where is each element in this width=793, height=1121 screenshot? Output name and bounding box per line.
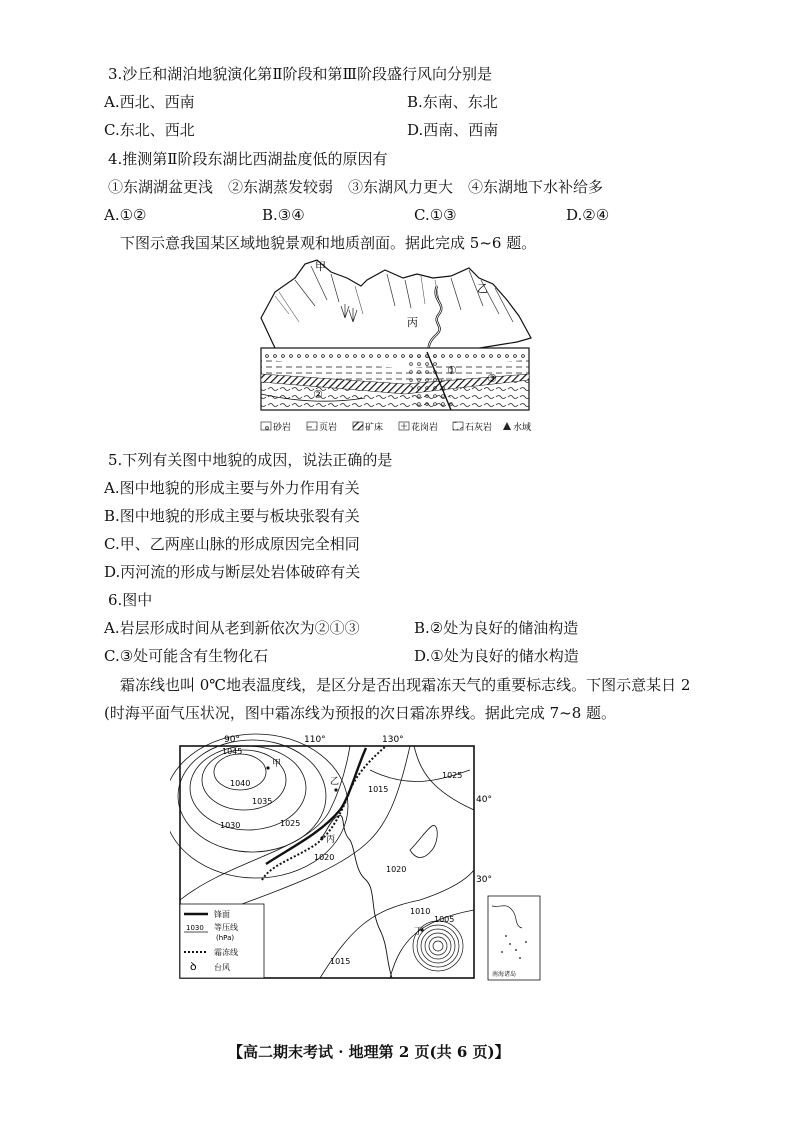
q5-option-a: A.图中地貌的形成主要与外力作用有关 [104, 479, 360, 497]
q3-option-a: A.西北、西南 [104, 93, 195, 111]
legend-isobar: 等压线 [214, 923, 238, 932]
q4-option-b: B.③④ [262, 206, 305, 224]
q3-option-d: D.西南、西南 [407, 121, 499, 139]
q5-option-d: D.丙河流的形成与断层处岩体破碎有关 [104, 563, 361, 581]
legend-limestone: 石灰岩 [465, 423, 493, 433]
lat-40: 40° [476, 795, 492, 805]
q3-stem: 3.沙丘和湖泊地貌演化第Ⅱ阶段和第Ⅲ阶段盛行风向分别是 [108, 65, 492, 83]
isobar-1035: 1035 [252, 797, 273, 806]
legend-shale: 页岩 [319, 423, 338, 433]
q4-items: ①东湖湖盆更浅 ②东湖蒸发较弱 ③东湖风力更大 ④东湖地下水补给多 [108, 178, 604, 196]
fig2-legend [180, 904, 264, 978]
isobar-1020-west: 1020 [314, 853, 335, 862]
label-yi: 乙 [477, 282, 488, 295]
legend-water: 水域 [513, 423, 532, 433]
place-yi: 乙 [330, 777, 340, 787]
intro-7-8-line2: (时海平面气压状况，图中霜冻线为预报的次日霜冻界线。据此完成 7~8 题。 [104, 704, 617, 722]
fig1-legend [261, 421, 531, 433]
intro-5-6: 下图示意我国某区域地貌景观和地质剖面。据此完成 5~6 题。 [120, 234, 537, 252]
isobar-map [170, 730, 550, 985]
place-bing: 丙 [326, 835, 336, 845]
q6-stem: 6.图中 [108, 591, 153, 609]
q4-option-d: D.②④ [566, 206, 610, 224]
isobar-1015-north: 1015 [368, 785, 389, 794]
legend-typhoon: 台风 [214, 963, 230, 972]
isobar-1005: 1005 [434, 915, 455, 924]
isobar-1020-east: 1020 [386, 865, 407, 874]
lon-90: 90° [224, 735, 240, 745]
isobar-1015-south: 1015 [330, 957, 351, 966]
lon-130: 130° [382, 735, 404, 745]
label-circle-3: ③ [487, 372, 497, 385]
place-jia: 甲 [272, 759, 282, 769]
page-footer: 【高二期末考试 · 地理第 2 页(共 6 页)】 [228, 1043, 510, 1061]
legend-isobar-unit: (hPa) [216, 934, 235, 942]
legend-sandstone: 砂岩 [273, 423, 292, 433]
landform-block-diagram [255, 256, 537, 452]
label-circle-2: ② [313, 388, 323, 401]
q6-option-c: C.③处可能含有生物化石 [104, 647, 269, 665]
isobar-1045: 1045 [222, 747, 243, 756]
q6-option-d: D.①处为良好的储水构造 [414, 647, 579, 665]
q6-option-b: B.②处为良好的储油构造 [414, 619, 579, 637]
isobar-1025-east: 1025 [442, 771, 463, 780]
q4-option-a: A.①② [104, 206, 147, 224]
lon-110: 110° [304, 735, 326, 745]
legend-ore: 矿床 [365, 423, 384, 433]
q4-option-c: C.①③ [414, 206, 457, 224]
label-jia: 甲 [315, 260, 326, 273]
legend-granite: 花岗岩 [411, 423, 439, 433]
inset-label: 南海诸岛 [492, 971, 517, 978]
isobar-1030: 1030 [220, 821, 241, 830]
lat-30: 30° [476, 875, 492, 885]
isobar-1040: 1040 [230, 779, 251, 788]
legend-isobar-sample: 1030 [186, 924, 204, 932]
legend-frost: 霜冻线 [214, 948, 238, 957]
intro-7-8-line1: 霜冻线也叫 0℃地表温度线，是区分是否出现霜冻天气的重要标志线。下图示意某日 2 [120, 676, 691, 694]
isobar-1010: 1010 [410, 907, 431, 916]
q4-stem: 4.推测第Ⅱ阶段东湖比西湖盐度低的原因有 [108, 150, 388, 168]
place-ding: 丁 [414, 927, 424, 937]
label-circle-1: ① [447, 364, 457, 377]
mountain-surface [261, 260, 531, 352]
south-china-sea-inset [488, 896, 540, 980]
q3-option-b: B.东南、东北 [407, 93, 498, 111]
q6-option-a: A.岩层形成时间从老到新依次为②①③ [104, 619, 360, 637]
q5-stem: 5.下列有关图中地貌的成因，说法正确的是 [108, 451, 393, 469]
isobar-1025-west: 1025 [280, 819, 301, 828]
typhoon-icon: ꝺ [190, 960, 197, 973]
q5-option-b: B.图中地貌的形成主要与板块张裂有关 [104, 507, 360, 525]
q5-option-c: C.甲、乙两座山脉的形成原因完全相同 [104, 535, 360, 553]
legend-front: 锋面 [214, 910, 230, 919]
q3-option-c: C.东北、西北 [104, 121, 195, 139]
label-bing: 丙 [407, 316, 418, 329]
